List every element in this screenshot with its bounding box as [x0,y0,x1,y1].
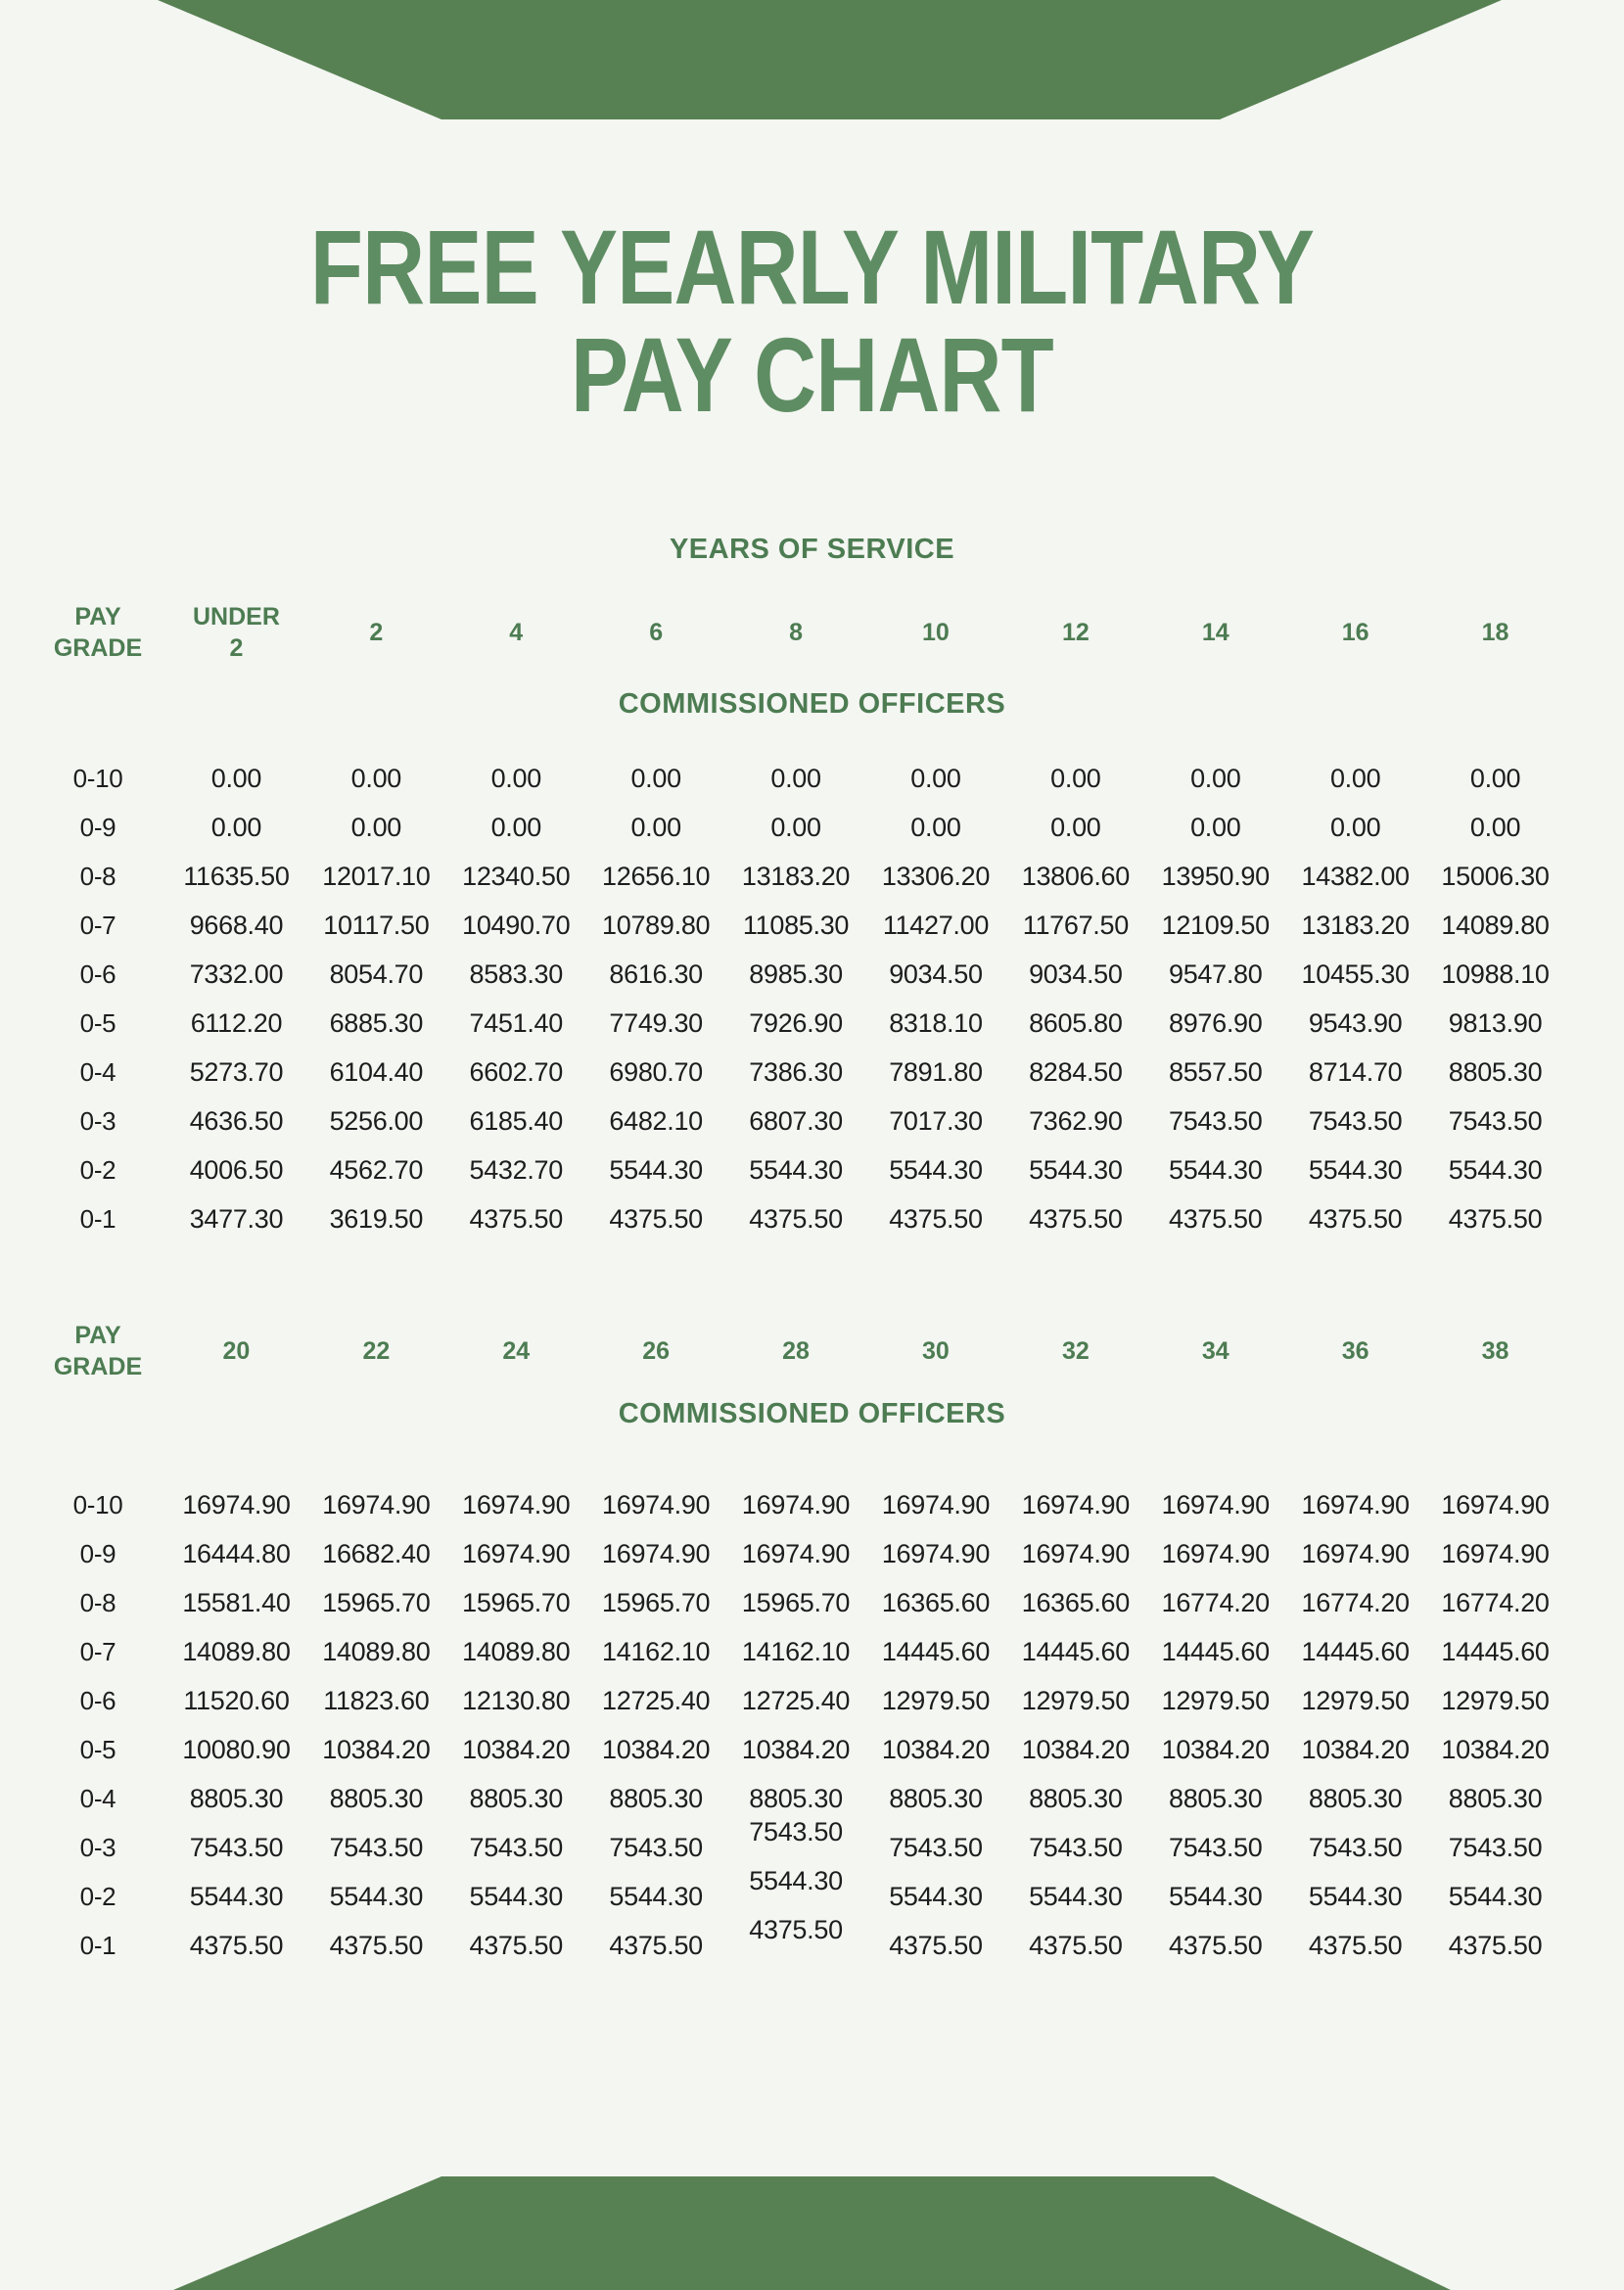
pay-value-cell: 8805.30 [1448,1056,1543,1087]
table-row [29,999,1565,1048]
pay-value-cell: 5544.30 [889,1154,983,1185]
table-row [29,1725,1565,1774]
pay-value-cell: 16974.90 [602,1538,711,1568]
table-1-year-col-6: 6 [649,618,664,646]
pay-value-cell: 5544.30 [1168,1154,1263,1185]
pay-value-cell: 11520.60 [183,1685,290,1715]
pay-value-cell: 7386.30 [749,1056,843,1087]
pay-value-cell: 9034.50 [1029,958,1123,989]
table-row [29,1676,1565,1725]
table-1-year-col-under-2: UNDER 2 [192,602,280,662]
pay-value-cell: 4375.50 [1029,1930,1123,1960]
table-1-year-col-8: 8 [789,618,803,646]
pay-value-cell: 0.00 [1190,763,1241,793]
commissioned-officers-label-2: COMMISSIONED OFFICERS [618,1398,1006,1429]
pay-value-cell: 5544.30 [189,1881,284,1911]
pay-value-cell: 7543.50 [749,1816,843,1846]
pay-value-cell: 8284.50 [1029,1056,1123,1087]
pay-grade-cell: 0-7 [79,910,116,940]
pay-value-cell: 5544.30 [1029,1881,1123,1911]
pay-grade-cell: 0-10 [72,1489,123,1519]
pay-grade-cell: 0-4 [79,1783,116,1813]
pay-value-cell: 14445.60 [881,1636,991,1666]
pay-value-cell: 8805.30 [1168,1783,1263,1813]
pay-value-cell: 16365.60 [881,1587,991,1617]
pay-value-cell: 5544.30 [1448,1881,1543,1911]
pay-value-cell: 16974.90 [1441,1489,1550,1519]
table-row [29,1145,1565,1194]
pay-value-cell: 10384.20 [462,1734,571,1764]
pay-value-cell: 12979.50 [1301,1685,1410,1715]
pay-value-cell: 11823.60 [323,1685,430,1715]
commissioned-officers-label-1: COMMISSIONED OFFICERS [618,688,1006,720]
pay-value-cell: 8318.10 [889,1007,983,1038]
pay-value-cell: 7332.00 [189,958,284,989]
pay-value-cell: 15965.70 [322,1587,431,1617]
pay-value-cell: 3477.30 [189,1203,284,1234]
table-row [29,1048,1565,1097]
pay-value-cell: 13183.20 [1301,910,1410,940]
pay-value-cell: 0.00 [630,763,681,793]
pay-value-cell: 16774.20 [1161,1587,1270,1617]
pay-value-cell: 16974.90 [1161,1489,1270,1519]
table-2-body [29,1480,1565,1970]
pay-value-cell: 5432.70 [469,1154,563,1185]
table-row [29,950,1565,999]
pay-value-cell: 7543.50 [1168,1105,1263,1136]
pay-value-cell: 4375.50 [469,1930,563,1960]
pay-grade-header-2: PAY GRADE [53,1321,143,1380]
pay-value-cell: 5544.30 [609,1881,703,1911]
pay-value-cell: 0.00 [1469,812,1521,842]
pay-grade-header: PAY GRADE [53,602,143,662]
pay-value-cell: 15581.40 [182,1587,291,1617]
pay-value-cell: 16974.90 [182,1489,291,1519]
pay-value-cell: 0.00 [210,763,262,793]
pay-value-cell: 5256.00 [329,1105,424,1136]
pay-value-cell: 6112.20 [190,1007,283,1038]
table-1-year-col-4: 4 [509,618,524,646]
pay-grade-cell: 0-9 [79,812,116,842]
table-row [29,1578,1565,1627]
pay-value-cell: 6185.40 [469,1105,563,1136]
table-2-year-col-32: 32 [1061,1336,1090,1365]
pay-value-cell: 7543.50 [609,1832,703,1862]
top-banner-shape [0,0,1624,119]
pay-value-cell: 0.00 [210,812,262,842]
pay-value-cell: 4375.50 [889,1203,983,1234]
pay-value-cell: 0.00 [1469,763,1521,793]
pay-value-cell: 10117.50 [323,910,430,940]
table-2-year-col-22: 22 [362,1336,391,1365]
pay-value-cell: 4375.50 [749,1203,843,1234]
pay-value-cell: 16682.40 [322,1538,431,1568]
pay-value-cell: 14445.60 [1301,1636,1410,1666]
pay-value-cell: 6602.70 [469,1056,563,1087]
pay-value-cell: 10455.30 [1301,958,1410,989]
pay-value-cell: 12130.80 [462,1685,571,1715]
table-1-header-row [29,593,1565,672]
pay-value-cell: 5544.30 [749,1865,843,1895]
title-line-1: FREE YEARLY MILITARY [309,208,1315,326]
pay-value-cell: 0.00 [490,812,541,842]
pay-value-cell: 5544.30 [1308,1154,1403,1185]
table-row [29,1627,1565,1676]
table-2-year-col-36: 36 [1341,1336,1369,1365]
pay-value-cell: 7543.50 [469,1832,563,1862]
pay-value-cell: 6104.40 [329,1056,424,1087]
pay-value-cell: 8805.30 [1029,1783,1123,1813]
pay-value-cell: 9034.50 [889,958,983,989]
pay-value-cell: 8805.30 [1308,1783,1403,1813]
pay-value-cell: 0.00 [490,763,541,793]
pay-value-cell: 10384.20 [741,1734,851,1764]
pay-value-cell: 6482.10 [609,1105,703,1136]
table-row [29,852,1565,901]
pay-value-cell: 14162.10 [741,1636,851,1666]
table-1-year-col-14: 14 [1201,618,1230,646]
table-row [29,1914,1565,1970]
pay-value-cell: 7543.50 [1168,1832,1263,1862]
pay-value-cell: 5544.30 [469,1881,563,1911]
pay-value-cell: 10384.20 [1441,1734,1550,1764]
pay-value-cell: 5273.70 [189,1056,284,1087]
pay-grade-cell: 0-2 [79,1881,116,1911]
pay-value-cell: 5544.30 [1168,1881,1263,1911]
pay-value-cell: 8805.30 [749,1783,843,1813]
pay-value-cell: 0.00 [350,812,402,842]
pay-value-cell: 16974.90 [881,1538,991,1568]
pay-grade-cell: 0-8 [79,861,116,891]
pay-value-cell: 8605.80 [1029,1007,1123,1038]
pay-value-cell: 10384.20 [322,1734,431,1764]
pay-value-cell: 12979.50 [1161,1685,1270,1715]
pay-value-cell: 4375.50 [1029,1203,1123,1234]
pay-value-cell: 14445.60 [1161,1636,1270,1666]
years-of-service-caption: YEARS OF SERVICE [669,534,955,565]
pay-grade-cell: 0-6 [79,1685,116,1715]
pay-value-cell: 13306.20 [881,861,991,891]
pay-value-cell: 3619.50 [329,1203,424,1234]
pay-value-cell: 4375.50 [1168,1930,1263,1960]
pay-value-cell: 12109.50 [1161,910,1270,940]
pay-value-cell: 4375.50 [469,1203,563,1234]
pay-value-cell: 4375.50 [609,1930,703,1960]
pay-value-cell: 0.00 [1329,763,1381,793]
pay-grade-cell: 0-6 [79,958,116,989]
pay-value-cell: 4375.50 [1168,1203,1263,1234]
pay-value-cell: 7543.50 [1029,1832,1123,1862]
pay-value-cell: 16444.80 [182,1538,291,1568]
pay-value-cell: 14089.80 [462,1636,571,1666]
pay-value-cell: 16974.90 [741,1538,851,1568]
pay-value-cell: 9543.90 [1308,1007,1403,1038]
pay-value-cell: 8805.30 [609,1783,703,1813]
pay-grade-cell: 0-3 [79,1832,116,1862]
pay-value-cell: 7543.50 [329,1832,424,1862]
pay-value-cell: 0.00 [1050,763,1101,793]
pay-value-cell: 4375.50 [329,1930,424,1960]
pay-value-cell: 16974.90 [1301,1538,1410,1568]
table-2-year-col-28: 28 [782,1336,810,1365]
pay-value-cell: 16974.90 [881,1489,991,1519]
pay-value-cell: 14089.80 [182,1636,291,1666]
pay-value-cell: 0.00 [910,763,961,793]
pay-value-cell: 7543.50 [1448,1105,1543,1136]
pay-value-cell: 16974.90 [1301,1489,1410,1519]
pay-value-cell: 5544.30 [1308,1881,1403,1911]
pay-value-cell: 4375.50 [189,1930,284,1960]
table-row [29,1529,1565,1578]
pay-value-cell: 4636.50 [189,1105,284,1136]
pay-value-cell: 10988.10 [1441,958,1550,989]
pay-value-cell: 12656.10 [602,861,711,891]
pay-value-cell: 13950.90 [1161,861,1270,891]
title-line-2: PAY CHART [571,315,1053,435]
pay-value-cell: 12979.50 [881,1685,991,1715]
table-1-year-col-18: 18 [1481,618,1509,646]
pay-value-cell: 8805.30 [889,1783,983,1813]
pay-value-cell: 4375.50 [609,1203,703,1234]
pay-value-cell: 7543.50 [1448,1832,1543,1862]
table-1-year-col-16: 16 [1341,618,1369,646]
pay-grade-cell: 0-1 [79,1930,116,1960]
table-row [29,1865,1565,1921]
pay-value-cell: 4375.50 [749,1914,843,1944]
pay-value-cell: 10080.90 [182,1734,291,1764]
table-1-year-col-2: 2 [369,618,384,646]
pay-value-cell: 16974.90 [1441,1538,1550,1568]
pay-value-cell: 8985.30 [749,958,843,989]
pay-value-cell: 4375.50 [1448,1203,1543,1234]
pay-value-cell: 14162.10 [602,1636,711,1666]
pay-value-cell: 6980.70 [609,1056,703,1087]
pay-value-cell: 7891.80 [889,1056,983,1087]
pay-value-cell: 4375.50 [889,1930,983,1960]
pay-grade-cell: 0-4 [79,1056,116,1087]
pay-value-cell: 14445.60 [1021,1636,1130,1666]
pay-value-cell: 4375.50 [1308,1930,1403,1960]
pay-value-cell: 5544.30 [609,1154,703,1185]
page-title [146,208,1477,435]
table-1-body [29,754,1565,1243]
pay-grade-cell: 0-7 [79,1636,116,1666]
pay-value-cell: 7362.90 [1029,1105,1123,1136]
pay-value-cell: 4375.50 [1448,1930,1543,1960]
pay-value-cell: 0.00 [630,812,681,842]
pay-value-cell: 12340.50 [462,861,571,891]
pay-value-cell: 16974.90 [462,1538,571,1568]
table-row [29,1816,1565,1872]
pay-value-cell: 12979.50 [1441,1685,1550,1715]
pay-value-cell: 5544.30 [1448,1154,1543,1185]
pay-value-cell: 8805.30 [1448,1783,1543,1813]
pay-value-cell: 10490.70 [462,910,571,940]
pay-value-cell: 16974.90 [462,1489,571,1519]
pay-value-cell: 16974.90 [1161,1538,1270,1568]
table-row [29,1480,1565,1529]
pay-value-cell: 15965.70 [462,1587,571,1617]
pay-value-cell: 16974.90 [322,1489,431,1519]
bottom-banner-shape [0,2176,1624,2290]
pay-value-cell: 8976.90 [1168,1007,1263,1038]
pay-value-cell: 0.00 [910,812,961,842]
pay-value-cell: 12017.10 [322,861,431,891]
pay-value-cell: 16774.20 [1441,1587,1550,1617]
pay-value-cell: 16974.90 [1021,1489,1130,1519]
pay-grade-cell: 0-9 [79,1538,116,1568]
pay-value-cell: 11085.30 [742,910,850,940]
pay-grade-cell: 0-1 [79,1203,116,1234]
pay-value-cell: 0.00 [770,812,821,842]
pay-value-cell: 0.00 [1050,812,1101,842]
table-row [29,1774,1565,1823]
pay-value-cell: 11427.00 [882,910,990,940]
pay-value-cell: 6885.30 [329,1007,424,1038]
pay-value-cell: 10384.20 [1161,1734,1270,1764]
pay-value-cell: 12725.40 [741,1685,851,1715]
pay-value-cell: 16365.60 [1021,1587,1130,1617]
pay-grade-cell: 0-3 [79,1105,116,1136]
pay-value-cell: 5544.30 [889,1881,983,1911]
pay-value-cell: 11767.50 [1022,910,1129,940]
table-1-year-col-12: 12 [1061,618,1090,646]
table-row [29,901,1565,950]
table-2-year-col-20: 20 [222,1336,251,1365]
pay-value-cell: 4562.70 [329,1154,424,1185]
table-2-header-row [29,1312,1565,1390]
table-2-year-col-30: 30 [922,1336,950,1365]
pay-value-cell: 5544.30 [1029,1154,1123,1185]
pay-value-cell: 5544.30 [329,1881,424,1911]
table-row [29,1097,1565,1145]
pay-value-cell: 9547.80 [1168,958,1263,989]
pay-value-cell: 8714.70 [1308,1056,1403,1087]
pay-value-cell: 16774.20 [1301,1587,1410,1617]
pay-value-cell: 10384.20 [881,1734,991,1764]
pay-value-cell: 0.00 [1329,812,1381,842]
pay-value-cell: 4006.50 [189,1154,284,1185]
pay-value-cell: 7543.50 [189,1832,284,1862]
pay-grade-cell: 0-8 [79,1587,116,1617]
pay-value-cell: 10384.20 [1301,1734,1410,1764]
pay-value-cell: 7451.40 [469,1007,563,1038]
pay-value-cell: 14445.60 [1441,1636,1550,1666]
pay-value-cell: 10384.20 [1021,1734,1130,1764]
pay-value-cell: 7543.50 [889,1832,983,1862]
pay-value-cell: 0.00 [1190,812,1241,842]
pay-value-cell: 0.00 [350,763,402,793]
pay-grade-cell: 0-5 [79,1007,116,1038]
pay-value-cell: 15965.70 [741,1587,851,1617]
pay-value-cell: 8805.30 [329,1783,424,1813]
pay-value-cell: 7749.30 [609,1007,703,1038]
table-1-year-col-10: 10 [922,618,950,646]
pay-grade-cell: 0-2 [79,1154,116,1185]
table-2-year-col-38: 38 [1481,1336,1509,1365]
pay-value-cell: 15006.30 [1441,861,1550,891]
pay-value-cell: 7543.50 [1308,1105,1403,1136]
pay-value-cell: 9668.40 [189,910,284,940]
pay-value-cell: 6807.30 [749,1105,843,1136]
pay-value-cell: 10789.80 [602,910,711,940]
pay-value-cell: 7543.50 [1308,1832,1403,1862]
pay-value-cell: 4375.50 [1308,1203,1403,1234]
table-2-year-col-26: 26 [642,1336,671,1365]
pay-value-cell: 9813.90 [1448,1007,1543,1038]
pay-value-cell: 14382.00 [1301,861,1410,891]
pay-value-cell: 13806.60 [1021,861,1130,891]
pay-grade-cell: 0-10 [72,763,123,793]
pay-value-cell: 8805.30 [469,1783,563,1813]
pay-value-cell: 8054.70 [329,958,424,989]
pay-value-cell: 13183.20 [741,861,851,891]
pay-value-cell: 7926.90 [749,1007,843,1038]
pay-value-cell: 8805.30 [189,1783,284,1813]
table-row [29,1194,1565,1243]
table-2-year-col-24: 24 [502,1336,531,1365]
pay-value-cell: 0.00 [770,763,821,793]
pay-value-cell: 16974.90 [1021,1538,1130,1568]
pay-value-cell: 8583.30 [469,958,563,989]
pay-value-cell: 10384.20 [602,1734,711,1764]
pay-value-cell: 12725.40 [602,1685,711,1715]
pay-value-cell: 14089.80 [322,1636,431,1666]
pay-value-cell: 8616.30 [609,958,703,989]
pay-value-cell: 16974.90 [741,1489,851,1519]
pay-value-cell: 5544.30 [749,1154,843,1185]
pay-value-cell: 7017.30 [889,1105,983,1136]
table-row [29,754,1565,803]
pay-value-cell: 16974.90 [602,1489,711,1519]
table-2-year-col-34: 34 [1201,1336,1230,1365]
pay-value-cell: 11635.50 [183,861,290,891]
pay-value-cell: 14089.80 [1441,910,1550,940]
pay-value-cell: 15965.70 [602,1587,711,1617]
pay-value-cell: 12979.50 [1021,1685,1130,1715]
pay-grade-cell: 0-5 [79,1734,116,1764]
table-row [29,803,1565,852]
pay-value-cell: 8557.50 [1168,1056,1263,1087]
